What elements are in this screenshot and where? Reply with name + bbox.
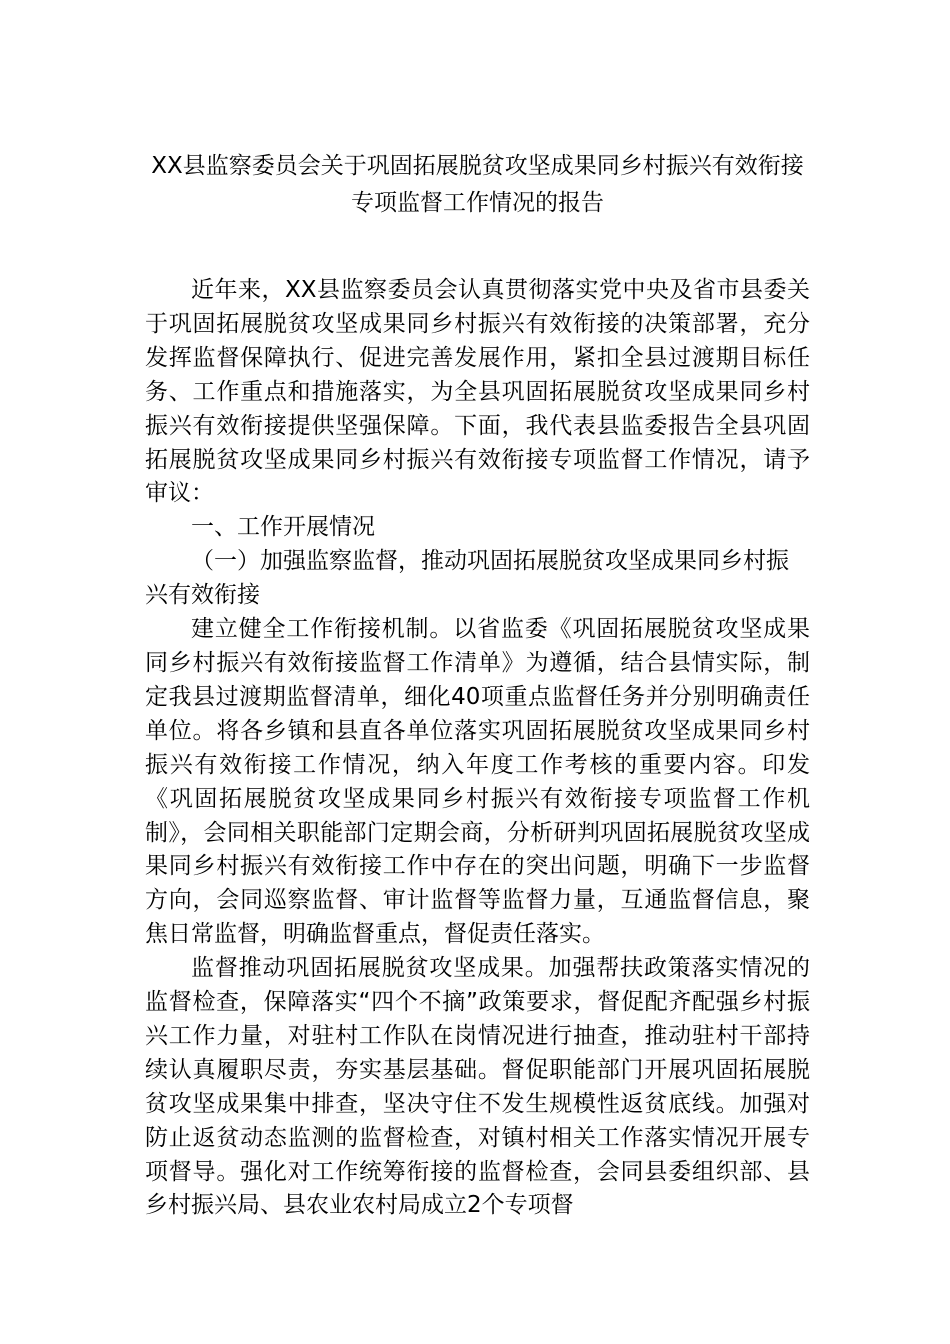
- paragraph-supervision: 监督推动巩固拓展脱贫攻坚成果。加强帮扶政策落实情况的监督检查，保障落实“四个不摘”政策要求，督促配齐配强乡村振兴工作力量，对驻村工作队在岗情况进行抽查，推动驻村干部持续认真履职尽责，夯实基层基础。督促职能部门开展巩固拓展脱贫攻坚成果集中排查，坚决守住不发生规模性返贫底线。加强对防止返贫动态监测的监督检查，对镇村相关工作落实情况开展专项督导。强化对工作统筹衔接的监督检查，会同县委组织部、县乡村振兴局、县农业农村局成立2个专项督: [145, 955, 810, 1219]
- document-body: [145, 274, 810, 1223]
- document-title: XX县监察委员会关于巩固拓展脱贫攻坚成果同乡村振兴有效衔接专项监督工作情况的报告: [151, 153, 804, 216]
- paragraph-mechanism: 建立健全工作衔接机制。以省监委《巩固拓展脱贫攻坚成果同乡村振兴有效衔接监督工作清单》为遵循，结合县情实际，制定我县过渡期监督清单，细化40项重点监督任务并分别明确责任单位。将各乡镇和县直各单位落实巩固拓展脱贫攻坚成果同乡村振兴有效衔接工作情况，纳入年度工作考核的重要内容。印发《巩固拓展脱贫攻坚成果同乡村振兴有效衔接专项监督工作机制》，会同相关职能部门定期会商，分析研判巩固拓展脱贫攻坚成果同乡村振兴有效衔接工作中存在的突出问题，明确下一步监督方向，会同巡察监督、审计监督等监督力量，互通监督信息，聚焦日常监督，明确监督重点，督促责任落实。: [145, 616, 810, 948]
- intro-paragraph: 近年来，XX县监察委员会认真贯彻落实党中央及省市县委关于巩固拓展脱贫攻坚成果同乡村振兴有效衔接的决策部署，充分发挥监督保障执行、促进完善发展作用，紧扣全县过渡期目标任务、工作重点和措施落实，为全县巩固拓展脱贫攻坚成果同乡村振兴有效衔接提供坚强保障。下面，我代表县监委报告全县巩固拓展脱贫攻坚成果同乡村振兴有效衔接专项监督工作情况，请予审议：: [145, 277, 810, 507]
- section-heading-1: 一、工作开展情况: [191, 514, 375, 541]
- subsection-heading-1: （一）加强监察监督，推动巩固拓展脱贫攻坚成果同乡村振兴有效衔接: [145, 548, 789, 609]
- document-page: [145, 148, 810, 1223]
